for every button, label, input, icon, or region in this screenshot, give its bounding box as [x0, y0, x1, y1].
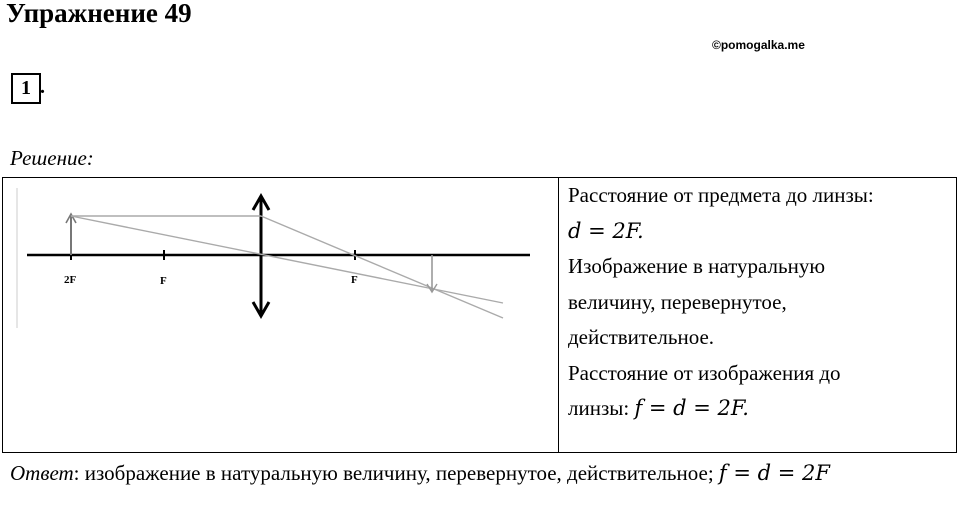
solution-line: величину, перевернутое, — [568, 289, 787, 314]
solution-label: Решение: — [10, 146, 94, 170]
watermark-credit: ©pomogalka.me — [712, 38, 805, 52]
solution-line: действительное. — [568, 325, 715, 349]
answer-formula: f = d = 2F — [718, 461, 830, 485]
page-title: Упражнение 49 — [6, 0, 192, 28]
solution-formula-d: d = 2F. — [568, 218, 644, 243]
lens-diagram — [15, 188, 535, 343]
task-number-dot: . — [40, 76, 45, 98]
solution-formula-f: f = d = 2F. — [634, 396, 749, 420]
solution-line-last — [568, 391, 948, 427]
solution-table — [2, 177, 957, 453]
label-2f: 2F — [64, 274, 77, 286]
answer-label: Ответ — [10, 461, 74, 485]
table-divider — [558, 178, 559, 452]
answer — [10, 455, 950, 491]
answer-text: : изображение в натуральную величину, перевернутое, действительное; — [73, 461, 714, 485]
solution-line-text: линзы: — [568, 396, 635, 420]
label-f-left: F — [160, 275, 167, 287]
solution-text — [568, 178, 948, 427]
task-number-box: 1 — [11, 73, 41, 104]
ray-refracted — [261, 216, 503, 318]
ray-central — [71, 216, 503, 303]
label-f-right: F — [351, 274, 358, 286]
solution-line: Расстояние от изображения до — [568, 360, 841, 385]
solution-line: Изображение в натуральную — [568, 254, 826, 278]
lens-diagram-svg — [15, 188, 535, 338]
solution-line: Расстояние от предмета до линзы: — [568, 183, 874, 207]
